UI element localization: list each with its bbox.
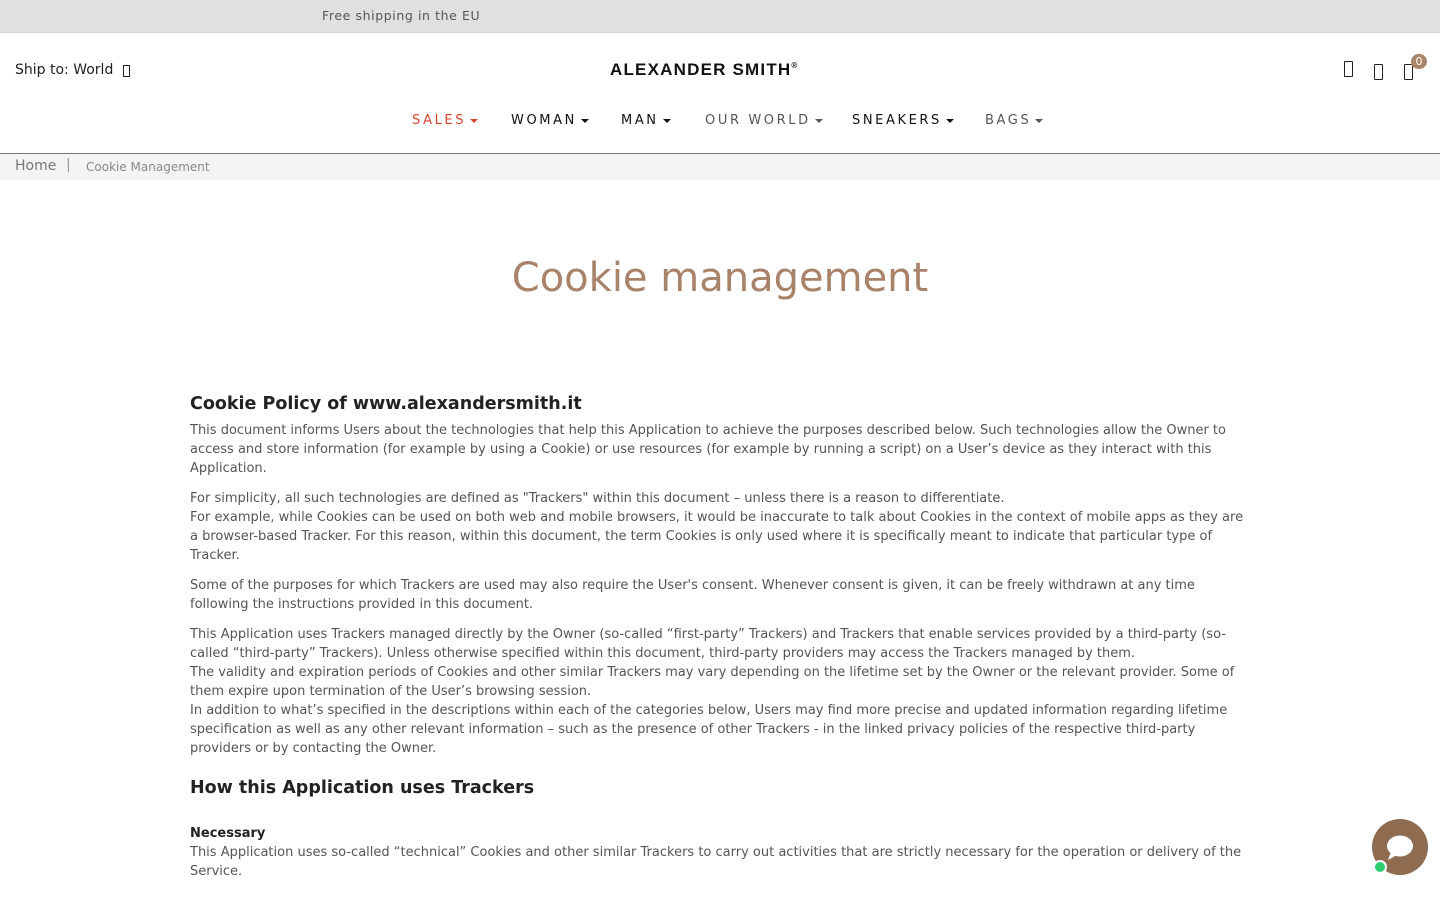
nav-sales-label: SALES (412, 113, 467, 128)
necessary-subheading: Necessary (190, 826, 266, 841)
policy-paragraph: For example, while Cookies can be used on both web and mobile browsers, it would be inaccurate to talk about Cookies in the context of mobile apps as they are a browser-based Tracker. For this reason, within this document, the term Cookies is only used where it is specifically meant to indicate that particular type of Tracker. (190, 510, 1244, 563)
nav-man-label: MAN (621, 113, 659, 128)
policy-paragraph: In addition to what’s specified in the descriptions within each of the categories below, Users may find more precise and updated information regarding lifetime specification as well as any other relevant information – such as the presence of other Trackers - in the linked privacy policies of the respective third-party providers or by contacting the Owner. (190, 703, 1228, 756)
nav-bags-label: BAGS (985, 113, 1032, 128)
policy-paragraph: Some of the purposes for which Trackers are used may also require the User's consent. Whenever consent is given, it can be freely withdrawn at any time following the instructions provided in this document. (190, 578, 1195, 612)
nav-woman[interactable] (511, 113, 589, 128)
registered-mark: ® (791, 61, 799, 70)
cart-icon[interactable] (1404, 64, 1413, 80)
policy-paragraph: This Application uses Trackers managed directly by the Owner (so-called “first-party” Trackers) and Trackers that enable services provided by a third-party (so-called “third-party” Trackers). Unless otherwise specified within this document, third-party providers may access the Trackers managed by them. (190, 627, 1226, 661)
policy-paragraph: This document informs Users about the technologies that help this Application to achieve the purposes described below. Such technologies allow the Owner to access and store information (for example by using a Cookie) or use resources (for example by running a script) on a User’s device as they interact with this Application. (190, 423, 1226, 476)
nav-our-world-label: OUR WORLD (705, 113, 811, 128)
page-title: Cookie management (511, 255, 929, 301)
online-status-dot (1373, 860, 1387, 874)
nav-bags[interactable] (985, 113, 1043, 128)
main-navigation (0, 113, 1440, 135)
ship-to-selector[interactable] (15, 62, 130, 78)
site-logo[interactable] (610, 60, 799, 80)
nav-man[interactable] (621, 113, 671, 128)
breadcrumb-current: Cookie Management (86, 160, 210, 174)
policy-heading: Cookie Policy of www.alexandersmith.it (190, 394, 582, 414)
policy-paragraph: The validity and expiration periods of Cookies and other similar Trackers may vary depending on the lifetime set by the Owner or the relevant provider. Some of them expire upon termination of the User’s browsing session. (190, 665, 1235, 699)
nav-our-world[interactable] (705, 113, 823, 128)
nav-sneakers[interactable] (852, 113, 954, 128)
chevron-down-icon (470, 119, 478, 123)
wishlist-icon[interactable] (1374, 64, 1383, 80)
chevron-down-icon (1035, 119, 1043, 123)
announcement-bar (0, 0, 1440, 33)
breadcrumb-home-link[interactable]: Home (15, 158, 57, 174)
ship-to-label: Ship to: World (15, 62, 114, 78)
trackers-heading: How this Application uses Trackers (190, 778, 535, 798)
chevron-down-icon (581, 119, 589, 123)
policy-paragraph: This Application uses so-called “technical” Cookies and other similar Trackers to carry out activities that are strictly necessary for the operation or delivery of the Service. (190, 845, 1242, 879)
site-header (0, 33, 1440, 154)
policy-paragraph: For simplicity, all such technologies are defined as "Trackers" within this document – unless there is a reason to differentiate. (190, 491, 1005, 506)
breadcrumb-separator: | (66, 157, 71, 173)
nav-sneakers-label: SNEAKERS (852, 113, 942, 128)
globe-icon (123, 65, 130, 77)
nav-sales[interactable] (412, 113, 478, 128)
announcement-text: Free shipping in the EU (322, 8, 481, 23)
breadcrumb (0, 154, 1440, 180)
logo-text: ALEXANDER SMITH (610, 60, 792, 79)
cart-count-badge: 0 (1411, 54, 1427, 69)
chevron-down-icon (815, 119, 823, 123)
chevron-down-icon (663, 119, 671, 123)
cookie-policy-content (190, 394, 1250, 892)
account-icon[interactable] (1344, 61, 1353, 77)
chevron-down-icon (946, 119, 954, 123)
nav-woman-label: WOMAN (511, 113, 577, 128)
